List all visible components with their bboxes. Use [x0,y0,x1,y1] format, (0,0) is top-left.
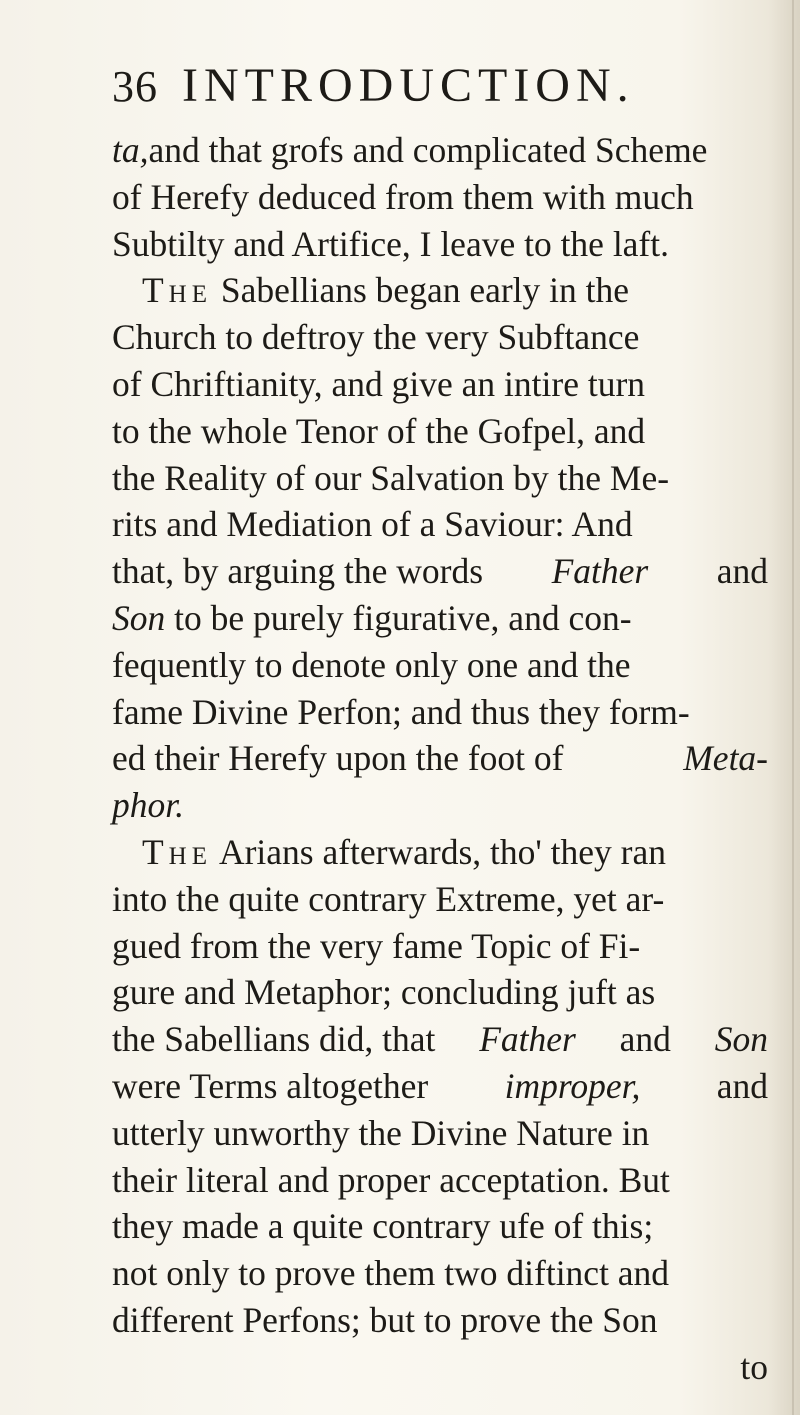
text-fragment [142,267,629,314]
italic-word: phor. [112,785,185,826]
text-line: gure and Metaphor; concluding juft as [112,972,656,1013]
text-line [112,735,768,782]
text-line: of Herefy deduced from them with much [112,176,694,217]
text-line: fequently to denote only one and the [112,644,631,685]
text-fragment: and that grofs and complicated Scheme [148,130,708,170]
small-caps-word: The [142,831,213,872]
text-line: their literal and proper acceptation. But [112,1159,670,1200]
text-line [112,1016,768,1063]
text-fragment: and [716,1065,768,1106]
text-line: the Reality of our Salvation by the Me- [112,457,670,498]
text-line: Subtilty and Artifice, I leave to the laft. [112,223,669,264]
text-line: gued from the very fame Topic of Fi- [112,925,641,966]
text-fragment: that, by arguing the words [112,551,484,592]
text-line: rits and Mediation of a Saviour: And [112,504,633,545]
text-line: fame Divine Perfon; and thus they form- [112,691,690,732]
text-line: they made a quite contrary ufe of this; [112,1206,654,1247]
text-line: to the whole Tenor of the Gofpel, and [112,410,646,451]
text-line [112,267,768,314]
text-fragment: the Sabellians did, that [112,1019,436,1060]
italic-word: Father [479,1019,576,1060]
text-line: different Perfons; but to prove the Son [112,1299,658,1340]
text-fragment: were Terms altogether [112,1065,429,1106]
text-line [112,548,768,595]
italic-word: improper, [504,1065,641,1106]
text-line [112,829,768,876]
text-fragment: and [716,551,768,592]
small-caps-word: The [142,270,213,311]
text-line: into the quite contrary Extreme, yet ar- [112,878,665,919]
text-fragment [112,595,632,642]
text-line [112,127,768,174]
italic-word: Father [551,551,649,592]
running-title: INTRODUCTION. [182,59,635,112]
text-fragment [142,829,666,876]
page-number: 36 [112,62,158,111]
text-line: not only to prove them two diftinct and [112,1253,670,1294]
page-edge [792,0,794,1415]
italic-word: Meta- [683,738,768,779]
catchword [112,1344,768,1391]
text-line [112,595,768,642]
catchword-text: to [740,1346,768,1387]
text-line [112,1063,768,1110]
text-line: of Chriftianity, and give an intire turn [112,363,646,404]
text-line: Church to deftroy the very Subftance [112,317,640,358]
body-text [112,127,768,1391]
text-fragment: and [619,1019,671,1060]
text-fragment: Arians afterwards, tho' they ran [218,831,666,872]
text-line [112,782,768,829]
text-fragment: Sabellians began early in the [220,270,630,311]
running-head [112,58,635,114]
text-fragment: ed their Herefy upon the foot of [112,738,564,779]
text-line: utterly unworthy the Divine Nature in [112,1112,650,1153]
italic-word: Son [112,597,166,638]
italic-word: Son [714,1019,768,1060]
text-fragment [112,127,707,174]
text-fragment: to be purely figurative, and con- [174,597,632,638]
italic-word: ta, [112,130,149,170]
